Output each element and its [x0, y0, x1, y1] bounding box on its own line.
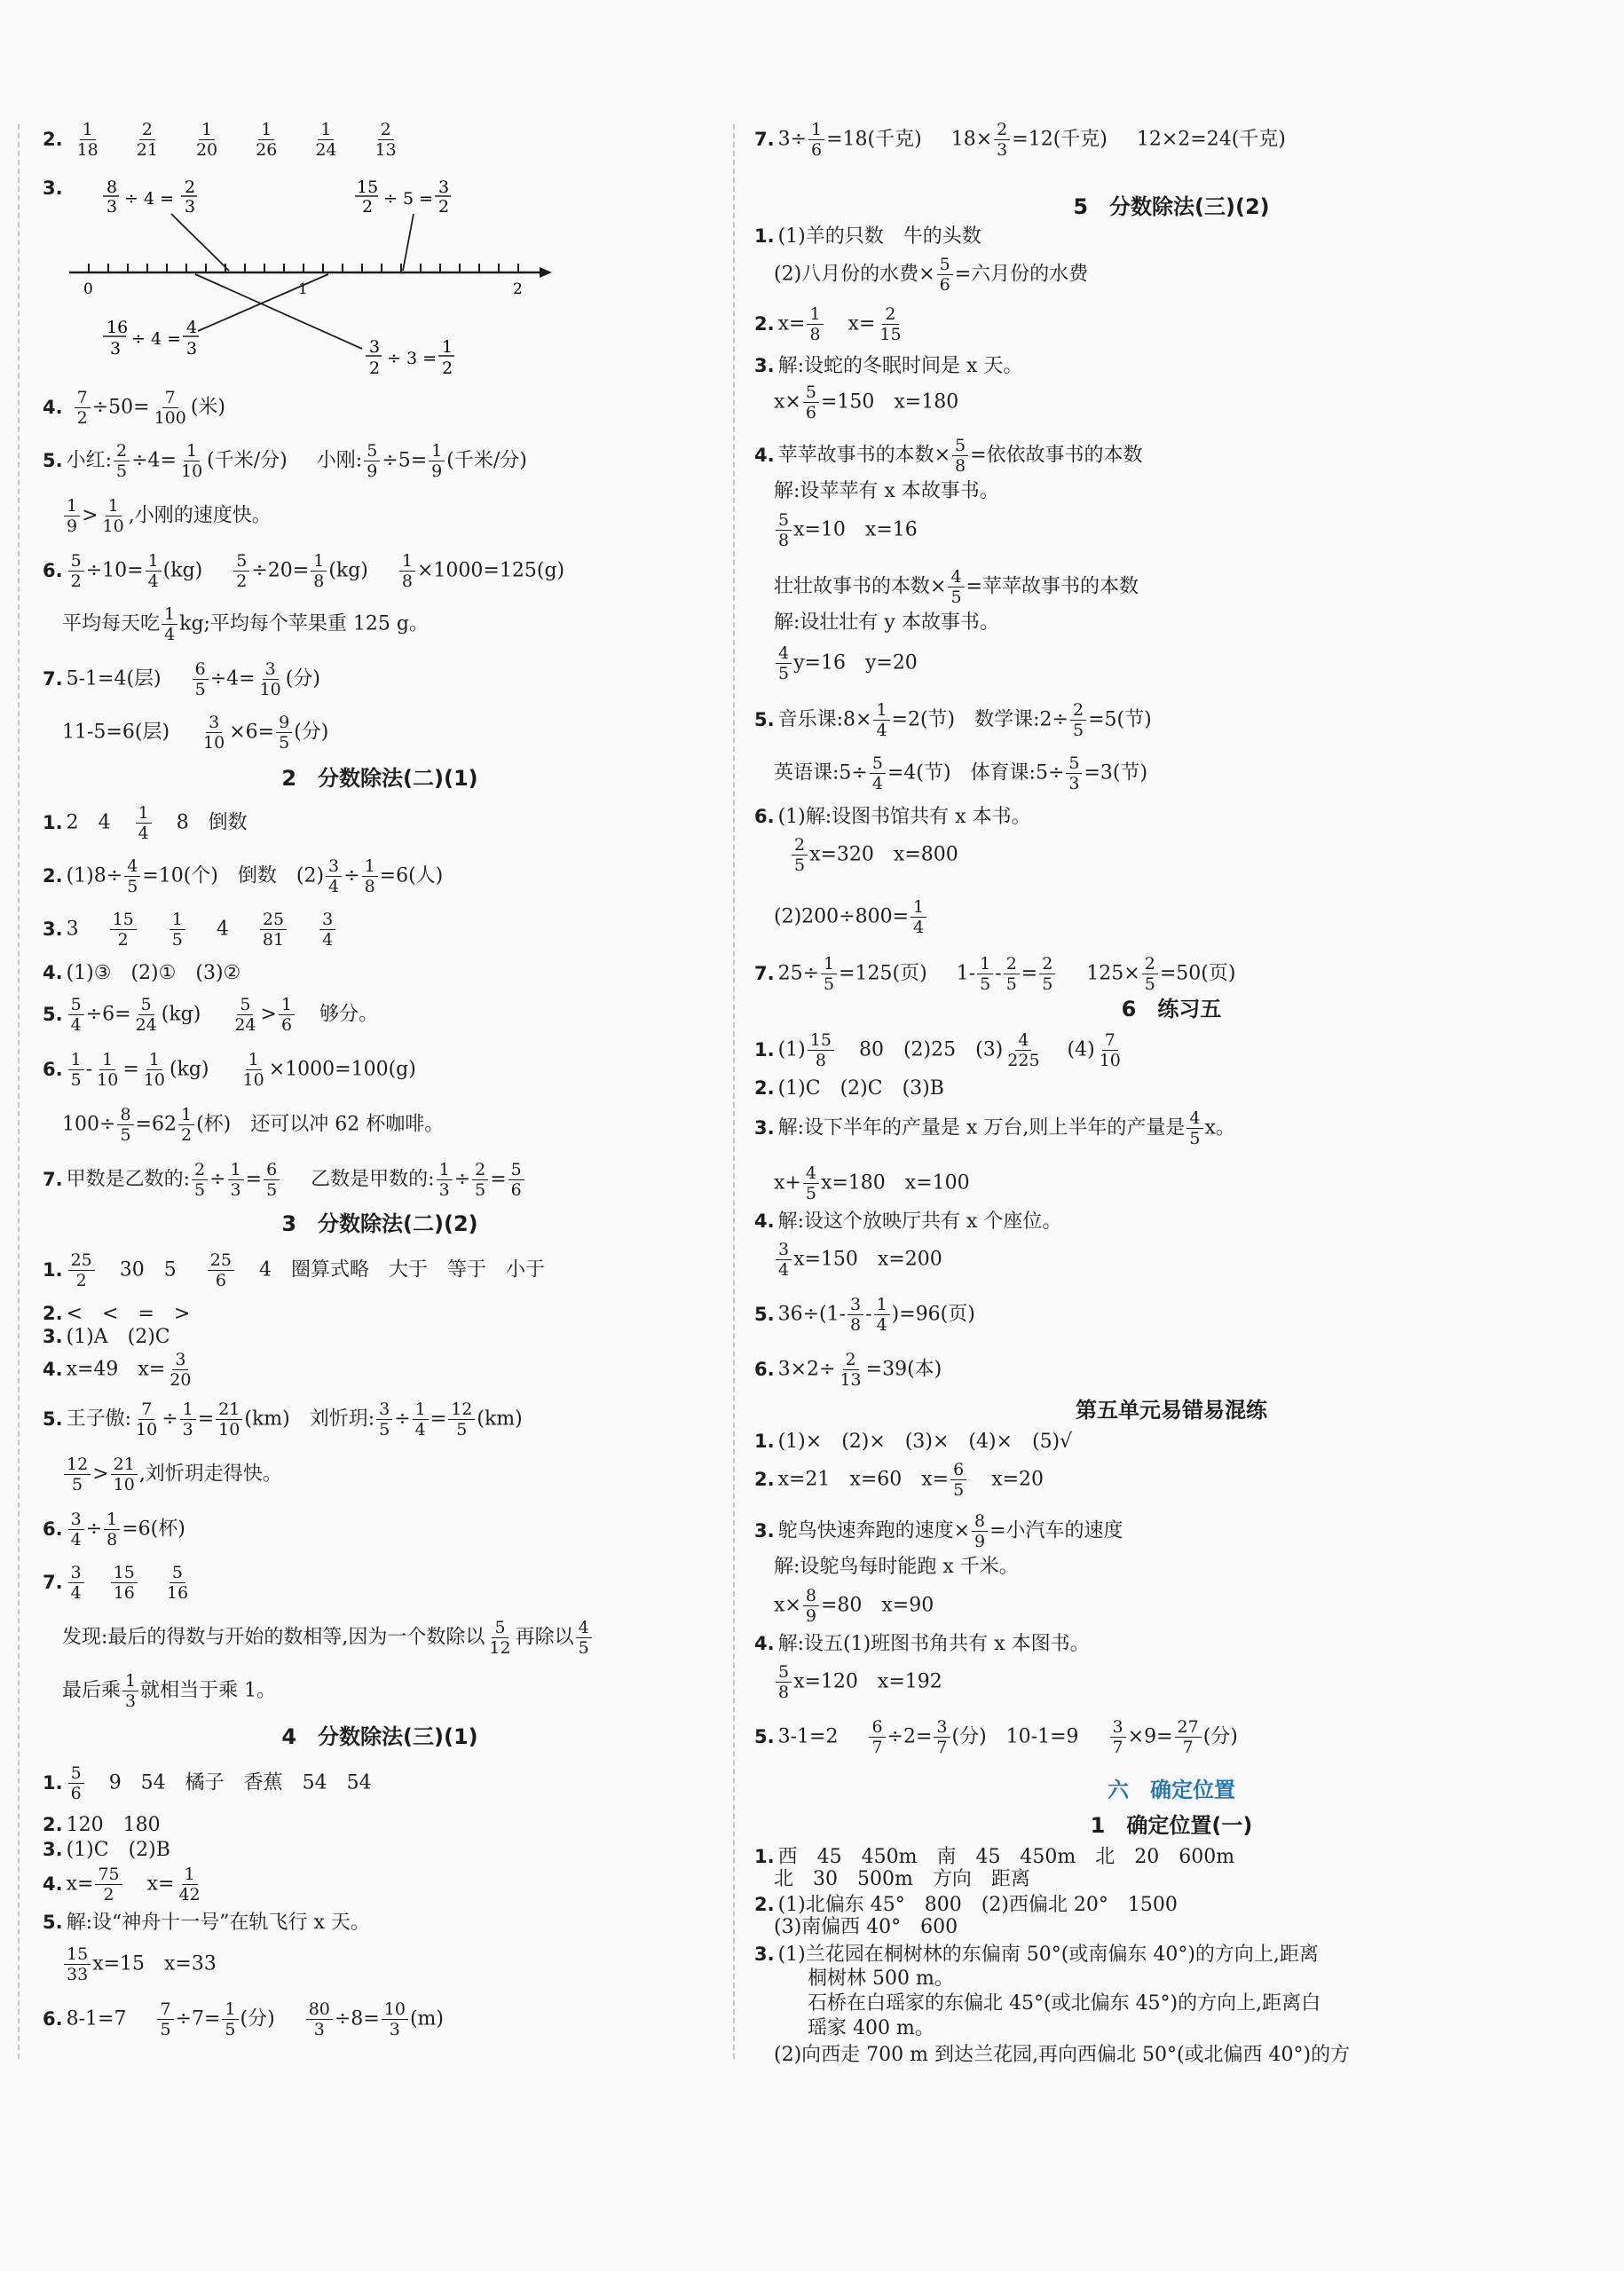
eq-15-2-div-5 — [355, 177, 451, 217]
s5-answer-4: 4. 苹苹故事书的本数× $\frac{5}{8}$ =依依故事书的本数 — [754, 436, 1143, 476]
eq-3-2-div-3 — [366, 337, 454, 378]
svg-text:3: 3 — [186, 339, 198, 359]
svg-text:÷ 4 =: ÷ 4 = — [124, 189, 175, 209]
s4-answer-4: 4. x= $\frac{75}{2}$ x= $\frac{1}{42}$ — [43, 1865, 201, 1904]
s2-answer-5: 5. $\frac{5}{4}$ ÷6= $\frac{5}{24}$ (kg) $\frac{5}{24}$ > $\frac{1}{6}$ 够分。 — [43, 995, 379, 1035]
pos-answer-3-b: 桐树林 500 m。 — [808, 1967, 954, 1990]
svg-text:3: 3 — [438, 177, 450, 197]
s4-answer-5: 5. 解:设“神舟十一号”在轨飞行 x 天。 — [43, 1912, 370, 1934]
s6-answer-3: 3. 解:设下半年的产量是 x 万台,则上半年的产量是 $\frac{4}{5}$ x。 — [754, 1108, 1235, 1148]
section-heading-mix: 第五单元易错易混练 — [1076, 1398, 1267, 1423]
s3-answer-6: 6. $\frac{3}{4}$ ÷ $\frac{1}{8}$ =6(杯) — [43, 1510, 185, 1549]
section-heading-5: 5 分数除法(三)(2) — [1073, 194, 1270, 219]
s5-answer-3-b: x× $\frac{5}{6}$ =150 x=180 — [774, 382, 959, 422]
tick-2: 2 — [513, 280, 523, 298]
answer-5-compare: $\frac{1}{9}$ > $\frac{1}{10}$ ,小刚的速度快。 — [62, 496, 272, 536]
s3-answer-5-b: $\frac{12}{5}$ > $\frac{21}{10}$ ,刘忻玥走得快。 — [62, 1455, 282, 1494]
s5-answer-4-f: $\frac{4}{5}$ y=16 y=20 — [774, 643, 918, 683]
svg-text:2: 2 — [438, 197, 450, 217]
number-line-arrow — [540, 267, 552, 278]
mix-answer-2: 2. x=21 x=60 x= $\frac{6}{5}$ x=20 — [754, 1460, 1045, 1500]
s5-answer-1-b: (2)八月份的水费× $\frac{5}{6}$ =六月份的水费 — [774, 255, 1089, 295]
s2-answer-4: 4. (1)③ (2)① (3)② — [43, 962, 241, 984]
section-heading-4: 4 分数除法(三)(1) — [281, 1724, 478, 1749]
s2-answer-7: 7. 甲数是乙数的: $\frac{2}{5}$ ÷ $\frac{1}{3}$ = $\frac{6}{5}$ 乙数是甲数的: $\frac{1}{3}$ ÷ $\frac{2}{5}$ = $\frac{5}{6}$ — [43, 1160, 526, 1200]
s2-answer-6: 6. $\frac{1}{5}$ - $\frac{1}{10}$ = $\frac{1}{10}$ (kg) $\frac{1}{10}$ ×1000=100(g) — [43, 1050, 416, 1090]
answer-4: 4. $\frac{7}{2}$ ÷50= $\frac{7}{100}$ (米) — [43, 388, 225, 428]
s3-answer-7: 7. $\frac{3}{4}$ $\frac{15}{16}$ $\frac{5}{16}$ — [43, 1563, 189, 1603]
mix-answer-3-c: x× $\frac{8}{9}$ =80 x=90 — [774, 1586, 934, 1626]
s5-answer-4-e: 解:设壮壮有 y 本故事书。 — [774, 611, 999, 634]
answer-3-label: 3. — [43, 177, 63, 199]
s5-answer-6: 6. (1)解:设图书馆共有 x 本书。 — [754, 806, 1031, 828]
svg-text:2: 2 — [369, 359, 381, 378]
eq-8-3-div-4 — [103, 177, 197, 217]
section-heading-3: 3 分数除法(二)(2) — [281, 1211, 478, 1236]
eq-16-3-div-4 — [103, 318, 199, 359]
svg-text:2: 2 — [442, 359, 453, 378]
s4-answer-3: 3. (1)C (2)B — [43, 1839, 170, 1861]
pos-answer-1: 1. 西 45 450m 南 45 450m 北 20 600m — [754, 1846, 1235, 1868]
s2-answer-3: 3. 3 $\frac{15}{2}$ $\frac{1}{5}$ 4 $\frac{25}{81}$ $\frac{3}{4}$ — [43, 910, 337, 950]
link-2-3 — [171, 214, 229, 271]
mix-answer-3: 3. 鸵鸟快速奔跑的速度× $\frac{8}{9}$ =小汽车的速度 — [754, 1511, 1123, 1551]
mix-answer-4: 4. 解:设五(1)班图书角共有 x 本图书。 — [754, 1633, 1090, 1655]
s3-answer-7-discovery-b: 最后乘 $\frac{1}{3}$ 就相当于乘 1。 — [62, 1671, 277, 1711]
answer-7-b: 11-5=6(层) $\frac{3}{10}$ ×6= $\frac{9}{5}$ (分) — [62, 713, 329, 753]
tick-0: 0 — [83, 280, 93, 298]
link-1-2 — [195, 274, 362, 349]
section-heading-6: 6 练习五 — [1121, 997, 1222, 1021]
s5-answer-7: 7. 25÷ $\frac{1}{5}$ =125(页) 1- $\frac{1}{5}$ - $\frac{2}{5}$ = $\frac{2}{5}$ 125× $\frac{2}{5}$ =50(页) — [754, 954, 1236, 994]
s4-answer-6: 6. 8-1=7 $\frac{7}{5}$ ÷7= $\frac{1}{5}$ (分) $\frac{80}{3}$ ÷8= $\frac{10}{3}$ (m) — [43, 1999, 444, 2039]
s5-answer-4-c: $\frac{5}{8}$ x=10 x=16 — [774, 510, 918, 550]
pos-answer-2: 2. (1)北偏东 45° 800 (2)西偏北 20° 1500 — [754, 1894, 1178, 1916]
s5-answer-4-d: 壮壮故事书的本数× $\frac{4}{5}$ =苹苹故事书的本数 — [774, 567, 1139, 607]
right-column — [754, 120, 1589, 2086]
section-heading-position: 1 确定位置(一) — [1090, 1813, 1253, 1838]
svg-text:15: 15 — [357, 177, 379, 197]
s5-answer-4-b: 解:设苹苹有 x 本故事书。 — [774, 480, 999, 502]
s6-answer-5: 5. 36÷(1- $\frac{3}{8}$ - $\frac{1}{4}$ )=96(页) — [754, 1295, 975, 1335]
s5-answer-2: 2. x= $\frac{1}{8}$ x= $\frac{2}{15}$ — [754, 304, 902, 344]
svg-text:16: 16 — [106, 318, 129, 337]
answer-5: 5. 小红: $\frac{2}{5}$ ÷4= $\frac{1}{10}$ (千米/分) 小刚: $\frac{5}{9}$ ÷5= $\frac{1}{9}$ (千米/分) — [43, 441, 527, 481]
s5-answer-5-b: 英语课:5÷ $\frac{5}{4}$ =4(节) 体育课:5÷ $\frac{5}{3}$ =3(节) — [774, 753, 1148, 793]
s5-answer-1: 1. (1)羊的只数 牛的头数 — [754, 225, 981, 248]
r-answer-7-top: 7. 3÷ $\frac{1}{6}$ =18(千克) 18× $\frac{2}{3}$ =12(千克) 12×2=24(千克) — [754, 120, 1286, 160]
s3-answer-7-discovery: 发现:最后的得数与开始的数相等,因为一个数除以 $\frac{5}{12}$ 再除以 $\frac{4}{5}$ — [62, 1618, 594, 1658]
s2-answer-6-b: 100÷ $\frac{8}{5}$ =62 $\frac{1}{2}$ (杯) 还可以冲 62 杯咖啡。 — [62, 1105, 445, 1145]
link-3-2 — [403, 214, 414, 271]
s3-answer-3: 3. (1)A (2)C — [43, 1326, 170, 1348]
s6-answer-1: 1. (1) $\frac{15}{8}$ 80 (2)25 (3) $\frac{4}{225}$ (4) $\frac{7}{10}$ — [754, 1030, 1121, 1070]
answer-7: 7. 5-1=4(层) $\frac{6}{5}$ ÷4= $\frac{3}{10}$ (分) — [43, 659, 320, 699]
s3-answer-5: 5. 王子傲: $\frac{7}{10}$ ÷ $\frac{1}{3}$ = $\frac{21}{10}$ (km) 刘忻玥: $\frac{3}{5}$ ÷ $\frac{1}{4}$ = $\frac{12}{5}$ (km) — [43, 1400, 523, 1439]
svg-text:÷ 4 =: ÷ 4 = — [131, 329, 182, 349]
mix-answer-4-b: $\frac{5}{8}$ x=120 x=192 — [774, 1662, 942, 1702]
svg-text:2: 2 — [362, 197, 374, 217]
svg-text:3: 3 — [110, 339, 122, 359]
column-divider-dash — [733, 124, 735, 2059]
left-column — [43, 120, 717, 2086]
svg-text:8: 8 — [106, 177, 118, 197]
left-margin-dash — [18, 124, 20, 2059]
number-line-diagram — [43, 175, 593, 388]
svg-text:÷ 5 =: ÷ 5 = — [383, 189, 434, 209]
s4-answer-1: 1. $\frac{5}{6}$ 9 54 橘子 香蕉 54 54 — [43, 1763, 372, 1803]
mix-answer-5: 5. 3-1=2 $\frac{6}{7}$ ÷2= $\frac{3}{7}$ (分) 10-1=9 $\frac{3}{7}$ ×9= $\frac{27}{7}$ (分) — [754, 1717, 1238, 1757]
s5-answer-3: 3. 解:设蛇的冬眠时间是 x 天。 — [754, 355, 1023, 377]
s6-answer-4: 4. 解:设这个放映厅共有 x 个座位。 — [754, 1210, 1062, 1233]
answer-6-text: 平均每天吃 $\frac{1}{4}$ kg;平均每个苹果重 125 g。 — [62, 604, 429, 644]
s2-answer-2: 2. (1)8÷ $\frac{4}{5}$ =10(个) 倒数 (2) $\frac{3}{4}$ ÷ $\frac{1}{8}$ =6(人) — [43, 856, 444, 896]
svg-text:3: 3 — [185, 197, 196, 217]
link-4-3 — [198, 274, 328, 331]
s6-answer-4-b: $\frac{3}{4}$ x=150 x=200 — [774, 1240, 942, 1280]
svg-text:2: 2 — [185, 177, 196, 197]
mix-answer-3-b: 解:设鸵鸟每时能跑 x 千米。 — [774, 1556, 1019, 1578]
svg-text:3: 3 — [369, 337, 381, 357]
svg-text:3: 3 — [106, 197, 118, 217]
section-heading-2: 2 分数除法(二)(1) — [281, 766, 478, 791]
s6-answer-6: 6. 3×2÷ $\frac{2}{13}$ =39(本) — [754, 1350, 942, 1390]
s3-answer-2: 2. < < = > — [43, 1303, 191, 1325]
pos-answer-3-e: (2)向西走 700 m 到达兰花园,再向西偏北 50°(或北偏西 40°)的方 — [774, 2044, 1351, 2066]
s5-answer-6-b: $\frac{2}{5}$ x=320 x=800 — [790, 835, 958, 875]
svg-text:4: 4 — [186, 318, 198, 337]
s6-answer-2: 2. (1)C (2)C (3)B — [754, 1077, 944, 1100]
s5-answer-5: 5. 音乐课:8× $\frac{1}{4}$ =2(节) 数学课:2÷ $\frac{2}{5}$ =5(节) — [754, 700, 1152, 740]
s3-answer-1: 1. $\frac{25}{2}$ 30 5 $\frac{25}{6}$ 4 圈算式略 大于 等于 小于 — [43, 1250, 545, 1290]
s4-answer-5-b: $\frac{15}{33}$ x=15 x=33 — [62, 1944, 217, 1984]
answer-6: 6. $\frac{5}{2}$ ÷10= $\frac{1}{4}$ (kg) $\frac{5}{2}$ ÷20= $\frac{1}{8}$ (kg) $\frac{1}{8}$ ×1000=125(g) — [43, 551, 565, 591]
unit-heading-6: 六 确定位置 — [1108, 1778, 1235, 1802]
tick-1: 1 — [298, 280, 308, 298]
pos-answer-3: 3. (1)兰花园在桐树林的东偏南 50°(或南偏东 40°)的方向上,距离 — [754, 1944, 1319, 1966]
svg-text:1: 1 — [442, 337, 453, 357]
s3-answer-4: 4. x=49 x= $\frac{3}{20}$ — [43, 1350, 192, 1390]
mix-answer-1: 1. (1)× (2)× (3)× (4)× (5)√ — [754, 1431, 1073, 1453]
pos-answer-2-b: (3)南偏西 40° 600 — [774, 1916, 958, 1938]
pos-answer-1-b: 北 30 500m 方向 距离 — [774, 1868, 1030, 1890]
s2-answer-1: 1. 2 4 $\frac{1}{4}$ 8 倒数 — [43, 803, 248, 843]
pos-answer-3-d: 瑶家 400 m。 — [808, 2017, 934, 2039]
s6-answer-3-b: x+ $\frac{4}{5}$ x=180 x=100 — [774, 1163, 970, 1203]
pos-answer-3-c: 石桥在白瑶家的东偏北 45°(或北偏东 45°)的方向上,距离白 — [808, 1992, 1321, 2015]
svg-text:÷ 3 =: ÷ 3 = — [387, 349, 438, 368]
answer-2: 2. $\frac{1}{18}$ $\frac{2}{21}$ $\frac{1}{20}$ $\frac{1}{26}$ $\frac{1}{24}$ $\frac{2}{13}$ — [43, 120, 397, 160]
s4-answer-2: 2. 120 180 — [43, 1814, 161, 1836]
s5-answer-6-c: (2)200÷800= $\frac{1}{4}$ — [774, 897, 928, 937]
